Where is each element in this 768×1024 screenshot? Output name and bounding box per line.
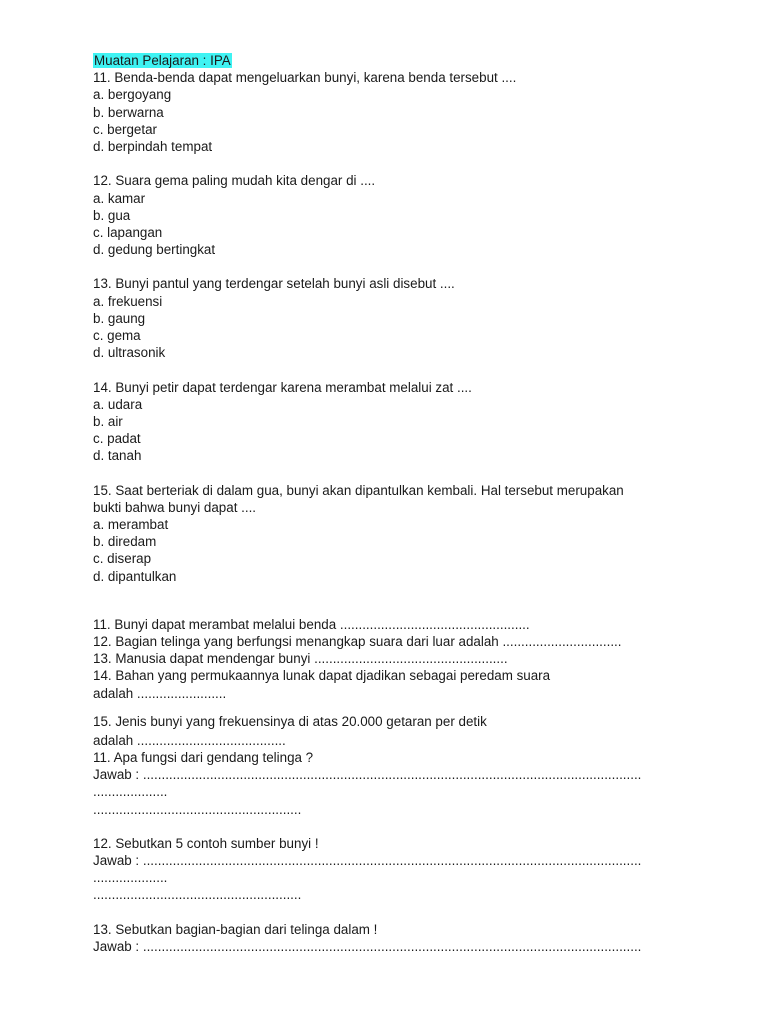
option-d: d. gedung bertingkat: [93, 242, 216, 258]
essay-question-11: [93, 749, 713, 818]
essay-question-text: 12. Sebutkan 5 contoh sumber bunyi !: [93, 835, 319, 851]
option-a: a. frekuensi: [93, 293, 163, 309]
answer-line: Jawab : ......................................................................................................................................: [93, 939, 642, 954]
question-text: 14. Bunyi petir dapat terdengar karena merambat melalui zat ....: [93, 379, 472, 395]
fill-in-15-line1: 15. Jenis bunyi yang frekuensinya di atas 20.000 getaran per detik: [93, 713, 487, 729]
mc-question-13: [93, 275, 713, 361]
answer-line: ....................: [93, 784, 168, 800]
option-b: b. gaung: [93, 310, 146, 326]
question-text: 11. Benda-benda dapat mengeluarkan bunyi, karena benda tersebut ....: [93, 70, 517, 86]
fill-in-11: 11. Bunyi dapat merambat melalui benda ...................................................: [93, 616, 530, 632]
answer-line: Jawab : ......................................................................................................................................: [93, 767, 642, 783]
fill-in-15-line2: adalah ........................................: [93, 732, 286, 748]
essay-question-13: [93, 921, 713, 955]
option-b: b. air: [93, 413, 123, 429]
option-b: b. diredam: [93, 534, 157, 550]
essay-question-text: 11. Apa fungsi dari gendang telinga ?: [93, 749, 314, 765]
option-b: b. berwarna: [93, 104, 164, 120]
question-text: 12. Suara gema paling mudah kita dengar di ....: [93, 173, 376, 189]
essay-question-12: [93, 835, 713, 904]
option-b: b. gua: [93, 207, 131, 223]
option-d: d. dipantulkan: [93, 568, 177, 584]
fill-in-section: [93, 616, 713, 702]
mc-question-15: [93, 482, 713, 585]
fill-in-14-cont: adalah ........................: [93, 685, 227, 701]
question-text-line2: bukti bahwa bunyi dapat ....: [93, 499, 257, 515]
answer-line: ....................: [93, 870, 168, 886]
subject-header: [93, 52, 713, 69]
question-text: 13. Bunyi pantul yang terdengar setelah bunyi asli disebut ....: [93, 276, 455, 292]
answer-line: ........................................................: [93, 887, 302, 903]
option-d: d. tanah: [93, 448, 142, 464]
option-d: d. berpindah tempat: [93, 138, 213, 154]
fill-in-15: [93, 712, 713, 749]
option-d: d. ultrasonik: [93, 345, 166, 361]
subject-header-highlight: Muatan Pelajaran : IPA: [94, 53, 231, 68]
option-c: c. lapangan: [93, 224, 163, 240]
option-a: a. udara: [93, 396, 143, 412]
option-c: c. diserap: [93, 551, 152, 567]
mc-question-11: [93, 69, 713, 155]
option-c: c. padat: [93, 431, 141, 447]
question-text-line1: 15. Saat berteriak di dalam gua, bunyi akan dipantulkan kembali. Hal tersebut merupakan: [93, 482, 624, 498]
fill-in-13: 13. Manusia dapat mendengar bunyi ....................................................: [93, 651, 508, 667]
fill-in-12: 12. Bagian telinga yang berfungsi menangkap suara dari luar adalah ................................: [93, 634, 622, 649]
option-a: a. kamar: [93, 190, 146, 206]
mc-question-14: [93, 379, 713, 465]
essay-question-text: 13. Sebutkan bagian-bagian dari telinga dalam !: [93, 921, 378, 937]
fill-in-14: 14. Bahan yang permukaannya lunak dapat djadikan sebagai peredam suara: [93, 668, 551, 684]
worksheet-page: [93, 52, 713, 955]
answer-line: ........................................................: [93, 801, 302, 817]
mc-question-12: [93, 172, 713, 258]
option-a: a. bergoyang: [93, 87, 172, 103]
answer-line: Jawab : ......................................................................................................................................: [93, 853, 642, 869]
option-c: c. bergetar: [93, 121, 158, 137]
option-a: a. merambat: [93, 517, 169, 533]
option-c: c. gema: [93, 328, 141, 343]
